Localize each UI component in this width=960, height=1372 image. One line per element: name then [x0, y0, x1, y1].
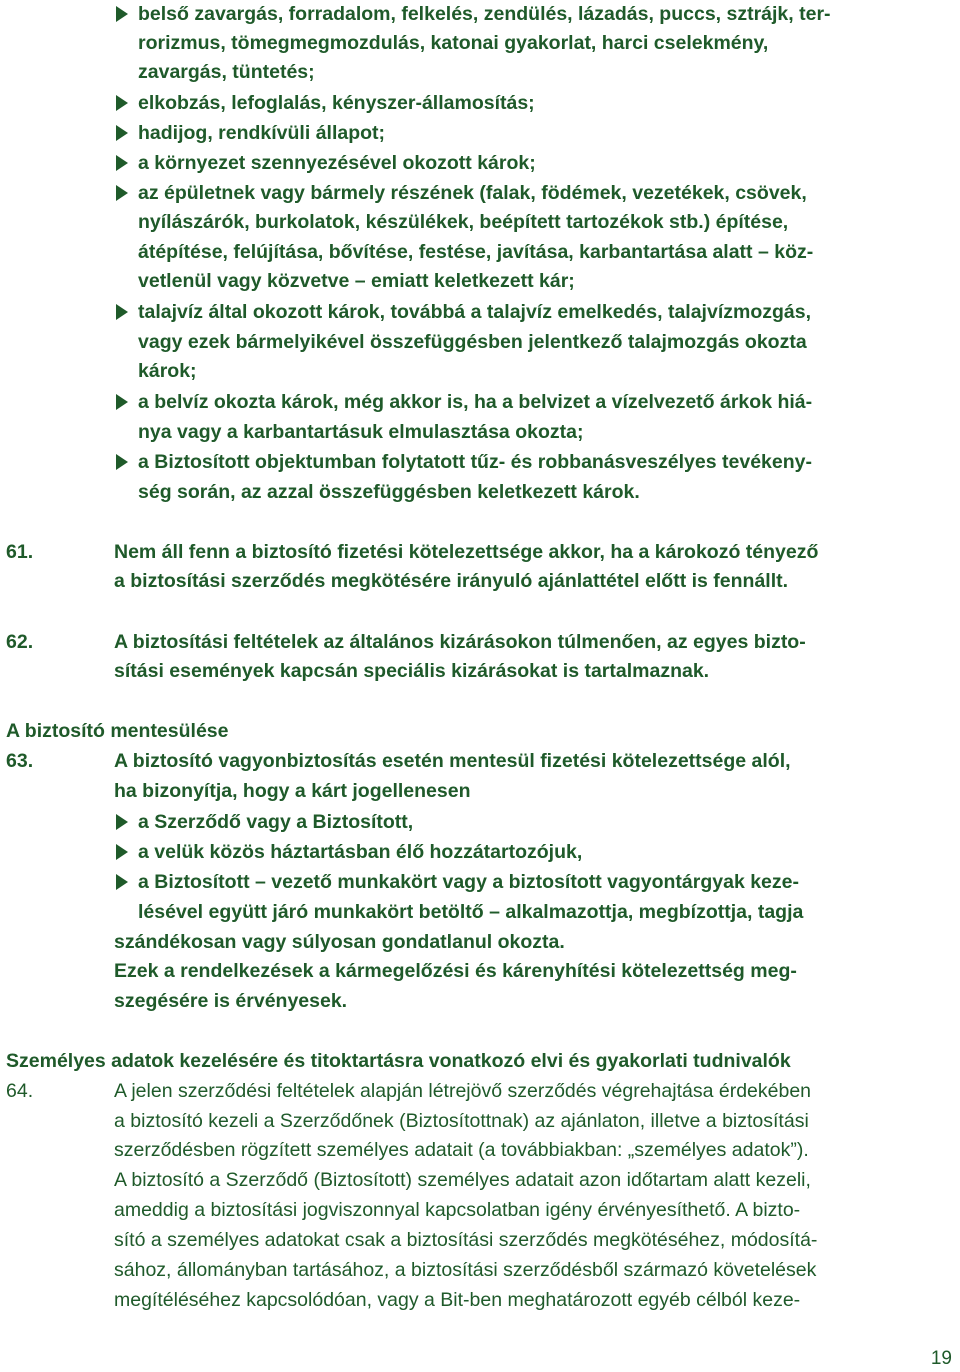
- triangle-right-icon: [116, 95, 128, 111]
- paragraph-line: sító a személyes adatokat csak a biztosítási szerződés megkötéséhez, módosítá-: [114, 1229, 818, 1251]
- paragraph-line: szándékosan vagy súlyosan gondatlanul okozta.: [114, 931, 565, 953]
- bullet-line: zavargás, tüntetés;: [138, 61, 315, 83]
- paragraph-line: A jelen szerződési feltételek alapján létrejövő szerződés végrehajtása érdekében: [114, 1080, 812, 1102]
- bullet-line: átépítése, felújítása, bővítése, festése, javítása, karbantartása alatt – köz-: [138, 241, 814, 263]
- paragraph-line: a biztosító kezeli a Szerződőnek (Biztosítottnak) az ajánlaton, illetve a biztosítási: [114, 1110, 809, 1132]
- bullet-line: károk;: [138, 360, 197, 382]
- paragraph-line: a biztosítási szerződés megkötésére irányuló ajánlattétel előtt is fennállt.: [114, 570, 789, 592]
- paragraph-number: 63.: [6, 750, 34, 772]
- paragraph-line: ha bizonyítja, hogy a kárt jogellenesen: [114, 780, 471, 802]
- bullet-line: belső zavargás, forradalom, felkelés, zendülés, lázadás, puccs, sztrájk, ter-: [138, 3, 831, 25]
- triangle-right-icon: [116, 185, 128, 201]
- triangle-right-icon: [116, 394, 128, 410]
- paragraph-number: 61.: [6, 541, 34, 563]
- paragraph-line: A biztosító a Szerződő (Biztosított) személyes adatait azon időtartam alatt kezeli,: [114, 1169, 811, 1191]
- bullet-line: a velük közös háztartásban élő hozzátartozójuk,: [138, 841, 583, 863]
- triangle-right-icon: [116, 304, 128, 320]
- triangle-right-icon: [116, 454, 128, 470]
- page-number: 19: [930, 1348, 952, 1369]
- section-heading: Személyes adatok kezelésére és titoktartásra vonatkozó elvi és gyakorlati tudnivalók: [6, 1050, 791, 1072]
- bullet-line: a belvíz okozta károk, még akkor is, ha a belvizet a vízelvezető árkok hiá-: [138, 391, 813, 413]
- bullet-line: a Biztosított objektumban folytatott tűz- és robbanásveszélyes tevékeny-: [138, 451, 812, 473]
- triangle-right-icon: [116, 6, 128, 22]
- bullet-line: lésével együtt járó munkakört betöltő – alkalmazottja, megbízottja, tagja: [138, 901, 804, 923]
- paragraph-line: sához, állományban tartásához, a biztosítási szerződésből származó követelések: [114, 1259, 817, 1281]
- paragraph-number: 64.: [6, 1080, 34, 1102]
- paragraph-line: Nem áll fenn a biztosító fizetési kötelezettsége akkor, ha a károkozó tényező: [114, 541, 819, 563]
- triangle-right-icon: [116, 155, 128, 171]
- paragraph-line: megítéléséhez kapcsolódóan, vagy a Bit-ben meghatározott egyéb célból keze-: [114, 1289, 801, 1311]
- bullet-line: a környezet szennyezésével okozott károk;: [138, 152, 536, 174]
- paragraph-line: sítási események kapcsán speciális kizárásokat is tartalmaznak.: [114, 660, 710, 682]
- bullet-line: rorizmus, tömegmegmozdulás, katonai gyakorlat, harci cselekmény,: [138, 32, 769, 54]
- triangle-right-icon: [116, 814, 128, 830]
- bullet-line: a Biztosított – vezető munkakört vagy a biztosított vagyontárgyak keze-: [138, 871, 799, 893]
- bullet-line: nyílászárók, burkolatok, készülékek, beépített tartozékok stb.) építése,: [138, 211, 789, 233]
- paragraph-number: 62.: [6, 631, 34, 653]
- paragraph-line: szerződésben rögzített személyes adatait (a továbbiakban: „személyes adatok”).: [114, 1139, 809, 1161]
- triangle-right-icon: [116, 874, 128, 890]
- section-heading: A biztosító mentesülése: [6, 720, 229, 742]
- paragraph-line: szegésére is érvényesek.: [114, 990, 348, 1012]
- triangle-right-icon: [116, 125, 128, 141]
- bullet-line: vagy ezek bármelyikével összefüggésben jelentkező talajmozgás okozta: [138, 331, 807, 353]
- paragraph-line: Ezek a rendelkezések a kármegelőzési és kárenyhítési kötelezettség meg-: [114, 960, 797, 982]
- bullet-line: az épületnek vagy bármely részének (falak, födémek, vezetékek, csövek,: [138, 182, 807, 204]
- paragraph-line: A biztosítási feltételek az általános kizárásokon túlmenően, az egyes bizto-: [114, 631, 806, 653]
- bullet-line: a Szerződő vagy a Biztosított,: [138, 811, 414, 833]
- bullet-line: elkobzás, lefoglalás, kényszer-államosítás;: [138, 92, 535, 114]
- paragraph-line: A biztosító vagyonbiztosítás esetén mentesül fizetési kötelezettsége alól,: [114, 750, 791, 772]
- bullet-line: ség során, az azzal összefüggésben keletkezett károk.: [138, 481, 640, 503]
- bullet-line: hadijog, rendkívüli állapot;: [138, 122, 386, 144]
- bullet-line: nya vagy a karbantartásuk elmulasztása okozta;: [138, 421, 584, 443]
- triangle-right-icon: [116, 844, 128, 860]
- paragraph-line: ameddig a biztosítási jogviszonnyal kapcsolatban igény érvényesíthető. A bizto-: [114, 1199, 801, 1221]
- bullet-line: talajvíz által okozott károk, továbbá a talajvíz emelkedés, talajvízmozgás,: [138, 301, 812, 323]
- bullet-line: vetlenül vagy közvetve – emiatt keletkezett kár;: [138, 270, 575, 292]
